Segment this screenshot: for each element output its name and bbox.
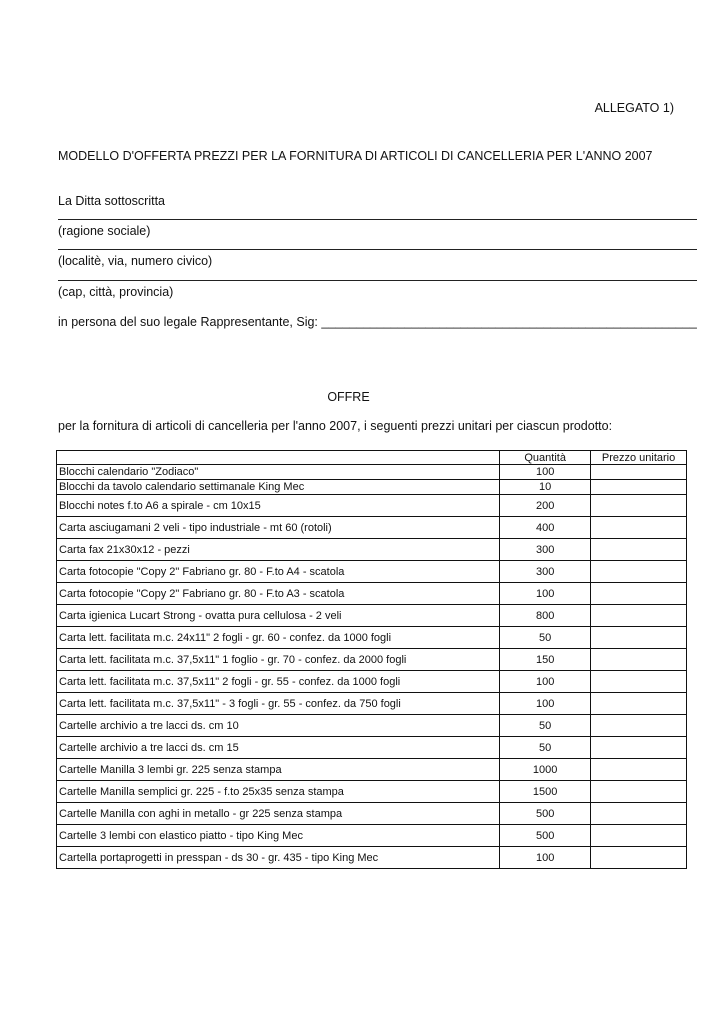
- item-description: Carta lett. facilitata m.c. 37,5x11" 2 fogli - gr. 55 - confez. da 1000 fogli: [57, 671, 500, 693]
- table-row: [57, 627, 687, 649]
- intro-text: per la fornitura di articoli di cancelleria per l'anno 2007, i seguenti prezzi unitari per ciascun prodotto:: [58, 419, 613, 433]
- table-row: [57, 715, 687, 737]
- item-price-cell[interactable]: [591, 465, 687, 480]
- localita-line[interactable]: [58, 249, 697, 250]
- item-quantity: 400: [500, 517, 591, 539]
- table-row: [57, 465, 687, 480]
- table-row: [57, 583, 687, 605]
- localita-label: (localitè, via, numero civico): [58, 254, 213, 268]
- item-price-cell[interactable]: [591, 825, 687, 847]
- table-row: [57, 517, 687, 539]
- item-description: Blocchi calendario "Zodiaco": [57, 465, 500, 480]
- item-price-cell[interactable]: [591, 693, 687, 715]
- table-header-row: [57, 451, 687, 465]
- item-price-cell[interactable]: [591, 737, 687, 759]
- item-price-cell[interactable]: [591, 495, 687, 517]
- item-quantity: 1500: [500, 781, 591, 803]
- item-quantity: 300: [500, 539, 591, 561]
- item-price-cell[interactable]: [591, 561, 687, 583]
- item-price-cell[interactable]: [591, 605, 687, 627]
- cap-label: (cap, città, provincia): [58, 285, 174, 299]
- item-description: Carta igienica Lucart Strong - ovatta pura cellulosa - 2 veli: [57, 605, 500, 627]
- item-description: Carta asciugamani 2 veli - tipo industriale - mt 60 (rotoli): [57, 517, 500, 539]
- item-description: Carta fotocopie "Copy 2" Fabriano gr. 80 - F.to A4 - scatola: [57, 561, 500, 583]
- allegato-label: ALLEGATO 1): [594, 101, 674, 115]
- item-quantity: 150: [500, 649, 591, 671]
- table-row: [57, 671, 687, 693]
- item-quantity: 500: [500, 825, 591, 847]
- table-row: [57, 759, 687, 781]
- item-description: Carta lett. facilitata m.c. 24x11" 2 fogli - gr. 60 - confez. da 1000 fogli: [57, 627, 500, 649]
- cap-line[interactable]: [58, 280, 697, 281]
- table-row: [57, 803, 687, 825]
- item-price-cell[interactable]: [591, 480, 687, 495]
- item-quantity: 100: [500, 583, 591, 605]
- item-description: Blocchi da tavolo calendario settimanale King Mec: [57, 480, 500, 495]
- item-description: Cartelle Manilla semplici gr. 225 - f.to 25x35 senza stampa: [57, 781, 500, 803]
- table-row: [57, 693, 687, 715]
- item-description: Blocchi notes f.to A6 a spirale - cm 10x15: [57, 495, 500, 517]
- item-quantity: 50: [500, 627, 591, 649]
- item-quantity: 800: [500, 605, 591, 627]
- items-table: [56, 450, 687, 869]
- item-price-cell[interactable]: [591, 715, 687, 737]
- item-description: Cartelle Manilla 3 lembi gr. 225 senza stampa: [57, 759, 500, 781]
- item-price-cell[interactable]: [591, 627, 687, 649]
- item-price-cell[interactable]: [591, 671, 687, 693]
- rappresentante-label: in persona del suo legale Rappresentante, Sig: ______________________________________________________: [58, 315, 697, 329]
- ragione-sociale-label: (ragione sociale): [58, 224, 151, 238]
- table-row: [57, 480, 687, 495]
- item-description: Cartelle archivio a tre lacci ds. cm 15: [57, 737, 500, 759]
- table-row: [57, 825, 687, 847]
- item-quantity: 100: [500, 465, 591, 480]
- item-price-cell[interactable]: [591, 759, 687, 781]
- offre-heading: OFFRE: [327, 390, 370, 404]
- item-price-cell[interactable]: [591, 781, 687, 803]
- price-header: Prezzo unitario: [591, 451, 687, 465]
- table-row: [57, 539, 687, 561]
- item-quantity: 300: [500, 561, 591, 583]
- table-row: [57, 737, 687, 759]
- item-description: Cartelle 3 lembi con elastico piatto - tipo King Mec: [57, 825, 500, 847]
- item-quantity: 500: [500, 803, 591, 825]
- item-description: Carta lett. facilitata m.c. 37,5x11" 1 foglio - gr. 70 - confez. da 2000 fogli: [57, 649, 500, 671]
- item-quantity: 10: [500, 480, 591, 495]
- table-row: [57, 847, 687, 869]
- item-price-cell[interactable]: [591, 539, 687, 561]
- table-row: [57, 495, 687, 517]
- table-row: [57, 781, 687, 803]
- item-quantity: 100: [500, 847, 591, 869]
- document-title: MODELLO D'OFFERTA PREZZI PER LA FORNITURA DI ARTICOLI DI CANCELLERIA PER L'ANNO 2007: [58, 149, 653, 163]
- item-quantity: 50: [500, 715, 591, 737]
- item-description: Carta fax 21x30x12 - pezzi: [57, 539, 500, 561]
- quantity-header: Quantità: [500, 451, 591, 465]
- item-description: Carta lett. facilitata m.c. 37,5x11" - 3 fogli - gr. 55 - confez. da 750 fogli: [57, 693, 500, 715]
- item-price-cell[interactable]: [591, 847, 687, 869]
- ditta-label: La Ditta sottoscritta: [58, 194, 165, 208]
- item-quantity: 1000: [500, 759, 591, 781]
- item-description: Cartelle archivio a tre lacci ds. cm 10: [57, 715, 500, 737]
- item-quantity: 50: [500, 737, 591, 759]
- item-description: Cartelle Manilla con aghi in metallo - gr 225 senza stampa: [57, 803, 500, 825]
- item-price-cell[interactable]: [591, 649, 687, 671]
- table-row: [57, 605, 687, 627]
- item-quantity: 200: [500, 495, 591, 517]
- item-price-cell[interactable]: [591, 583, 687, 605]
- ragione-sociale-line[interactable]: [58, 219, 697, 220]
- table-row: [57, 561, 687, 583]
- item-price-cell[interactable]: [591, 517, 687, 539]
- item-description: Carta fotocopie "Copy 2" Fabriano gr. 80 - F.to A3 - scatola: [57, 583, 500, 605]
- item-price-cell[interactable]: [591, 803, 687, 825]
- table-row: [57, 649, 687, 671]
- description-header: [57, 451, 500, 465]
- item-quantity: 100: [500, 693, 591, 715]
- item-description: Cartella portaprogetti in presspan - ds 30 - gr. 435 - tipo King Mec: [57, 847, 500, 869]
- item-quantity: 100: [500, 671, 591, 693]
